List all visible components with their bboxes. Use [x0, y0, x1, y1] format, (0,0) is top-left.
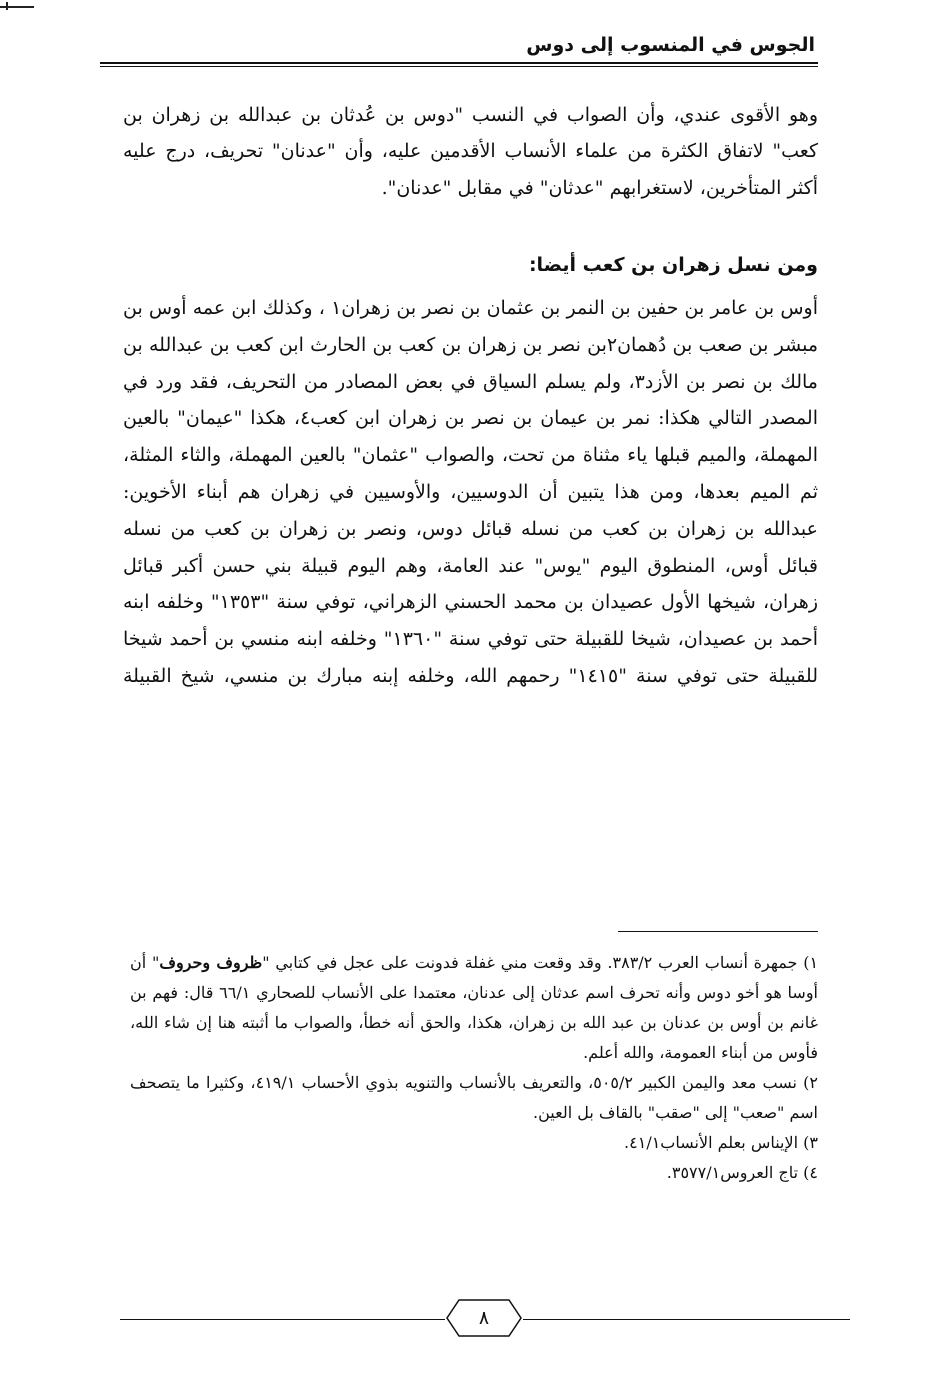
footnote-4: ٤) تاج العروس٣٥٧٧/١.	[666, 1163, 818, 1182]
footnote-1-part-a: ١) جمهرة أنساب العرب ٣٨٣/٢. وقد وقعت مني غفلة فدونت على عجل في كتابي "	[262, 953, 819, 972]
header-rule-thin	[100, 66, 818, 67]
footnote-1-part-b: " أن أوسا هو أخو دوس وأنه تحرف اسم عدثان إلى عدنان، معتمدا على الأنساب للصحاري ٦٦/١ قال: فهم بن غانم بن أوس بن عدنان بن عبد الله بن زهران، هكذا، والحق أنه خطأ، والصواب ما أثبته هنا إن شاء الله، فأوس من أبناء العمومة، والله أعلم.	[130, 953, 819, 1062]
page-number: ٨	[478, 1307, 490, 1329]
footnote-3: ٣) الإيناس بعلم الأنساب٤١/١.	[624, 1133, 818, 1152]
paragraph-1	[123, 97, 818, 206]
scan-corner-mark	[0, 6, 34, 8]
paragraph-1-text: وهو الأقوى عندي، وأن الصواب في النسب "دوس بن عُدثان بن عبدالله بن زهران بن كعب" لاتفاق الكثرة من علماء الأنساب الأقدمين عليه، وأن "عدنان" تحريف، درج عليه أكثر المتأخرين، لاستغرابهم "عدثان" في مقابل "عدنان".	[123, 104, 818, 199]
footnote-1-bold-title: ظروف وحروف	[159, 953, 263, 972]
running-title: الجوس في المنسوب إلى دوس	[526, 34, 815, 56]
header-rule	[100, 62, 818, 64]
footnotes	[130, 948, 818, 1188]
footnote-2: ٢) نسب معد واليمن الكبير ٥٠٥/٢، والتعريف بالأنساب والتنويه بذوي الأحساب ٤١٩/١، وكثيرا ما يتصحف اسم "صعب" إلى "صقب" بالقاف بل العين.	[130, 1073, 819, 1122]
section-heading: ومن نسل زهران بن كعب أيضا:	[528, 254, 818, 276]
footnote-1	[130, 948, 818, 1068]
paragraph-2-text: أوس بن عامر بن حفين بن النمر بن عثمان بن نصر بن زهران١ ، وكذلك ابن عمه أوس بن مبشر بن صعب بن دُهمان٢بن نصر بن زهران بن كعب بن الحارث ابن كعب بن عبدالله بن مالك بن نصر بن الأزد٣، ولم يسلم السياق في بعض المصادر من التحريف، فقد ورد في المصدر التالي هكذا: نمر بن عيمان بن نصر بن زهران ابن كعب٤، هكذا "عيمان" بالعين المهملة، والميم قبلها ياء مثناة من تحت، والصواب "عثمان" بالعين المهملة، والثاء المثلة، ثم الميم بعدها، ومن هذا يتبين أن الدوسيين، والأوسيين في زهران هم أبناء الأخوين: عبدالله بن زهران بن كعب من نسله قبائل دوس، ونصر بن زهران بن كعب من نسله قبائل أوس، المنطوق اليوم "يوس" عند العامة، وهم اليوم قبيلة بني حسن أكبر قبائل زهران، شيخها الأول عصيدان بن محمد الحسني الزهراني، توفي سنة "١٣٥٣" وخلفه ابنه أحمد بن عصيدان، شيخا للقبيلة حتى توفي سنة "١٣٦٠" وخلفه ابنه منسي بن أحمد شيخا للقبيلة حتى توفي سنة "١٤١٥" رحمهم الله، وخلفه إبنه مبارك بن منسي، شيخ القبيلة	[123, 297, 818, 687]
footnote-separator	[618, 931, 818, 932]
paragraph-2	[123, 290, 818, 695]
